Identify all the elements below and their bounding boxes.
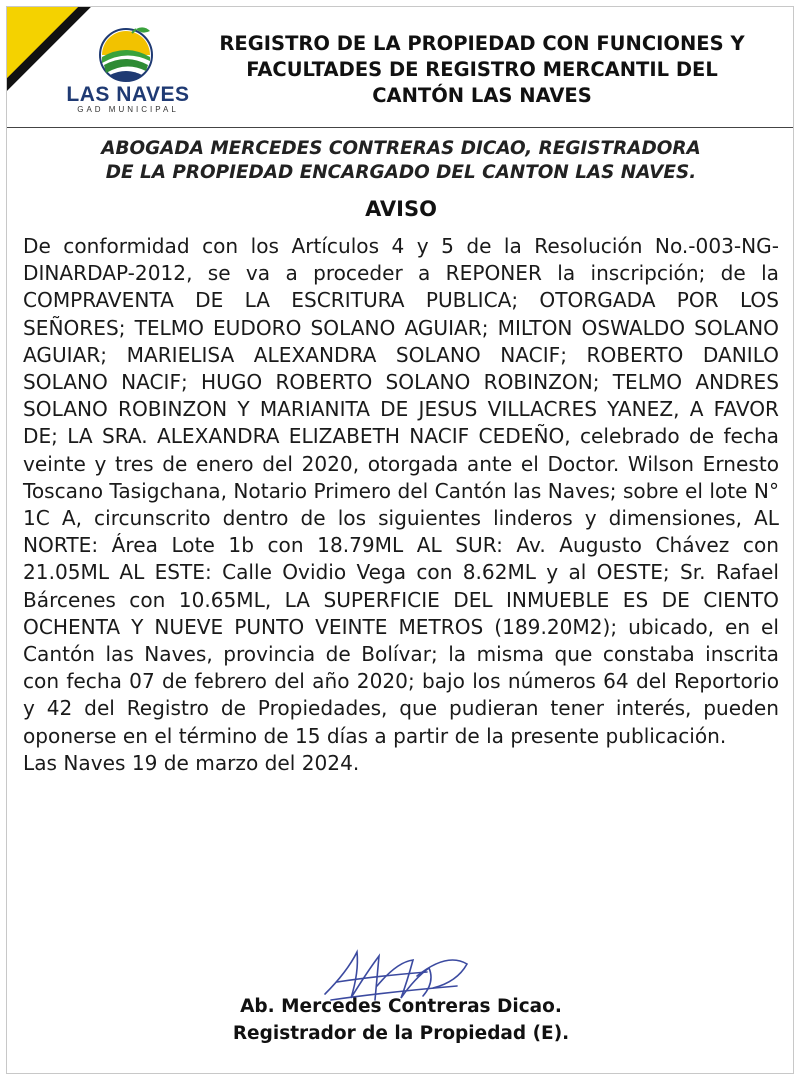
notice-heading: AVISO <box>365 197 437 221</box>
registrar-line: ABOGADA MERCEDES CONTRERAS DICAO, REGISTRADORA <box>101 138 701 159</box>
header <box>7 7 794 128</box>
page-title <box>182 31 782 109</box>
notice-page <box>6 6 794 1074</box>
logo <box>53 25 203 125</box>
registrar-line: DE LA PROPIEDAD ENCARGADO DEL CANTON LAS NAVES. <box>105 162 697 183</box>
notice-paragraph: De conformidad con los Artículos 4 y 5 de la Resolución No.-003-NG- DINARDAP-2012, se va a proceder a REPONER la inscripción; de la COMPRAVENTA DE LA ESCRITURA PUBLICA; OTORGADA POR LOS SEÑORES; TELMO EUDORO SOLANO AGUIAR; MILTON OSWALDO SOLANO AGUIAR; MARIELISA ALEXANDRA SOLANO NACIF; ROBERTO DANILO SOLANO NACIF; HUGO ROBERTO SOLANO ROBINZON; TELMO ANDRES SOLANO ROBINZON Y MARIANITA DE JESUS VILLACRES YANEZ, A FAVOR DE; LA SRA. ALEXANDRA ELIZABETH NACIF CEDEÑO, celebrado de fecha veinte y tres de enero del 2020, otorgada ante el Doctor. Wilson Ernesto Toscano Tasigchana, Notario Primero del Cantón las Naves; sobre el lote N° 1C A, circunscrito dentro de los siguientes linderos y dimensiones, AL NORTE: Área Lote 1b con 18.79ML AL SUR: Av. Augusto Chávez con 21.05ML AL ESTE: Calle Ovidio Vega con 8.62ML y al OESTE; Sr. Rafael Bárcenes con 10.65ML, LA SUPERFICIE DEL INMUEBLE ES DE CIENTO OCHENTA Y NUEVE PUNTO VEINTE METROS (189.20M2); ubicado, en el Cantón las Naves, provincia de Bolívar; la misma que constaba inscrita con fecha 07 de febrero del año 2020; bajo los números 64 del Reportorio y 42 del Registro de Propiedades, que pudieran tener interés, pueden oponerse en el término de 15 días a partir de la presente publicación. <box>23 234 779 748</box>
las-naves-logo-icon <box>96 25 160 83</box>
logo-name: LAS NAVES <box>66 83 190 106</box>
signer-role: Registrador de la Propiedad (E). <box>232 1023 570 1044</box>
place-date: Las Naves 19 de marzo del 2024. <box>23 750 360 775</box>
title-line: REGISTRO DE LA PROPIEDAD CON FUNCIONES Y <box>219 32 745 55</box>
title-line: FACULTADES DE REGISTRO MERCANTIL DEL <box>246 58 718 81</box>
logo-subtitle: GAD MUNICIPAL <box>77 105 179 114</box>
signer-name: Ab. Mercedes Contreras Dicao. <box>240 996 562 1017</box>
signer-block <box>7 993 794 1047</box>
notice-body <box>23 233 779 777</box>
title-line: CANTÓN LAS NAVES <box>372 84 592 107</box>
registrar-heading <box>25 137 777 185</box>
